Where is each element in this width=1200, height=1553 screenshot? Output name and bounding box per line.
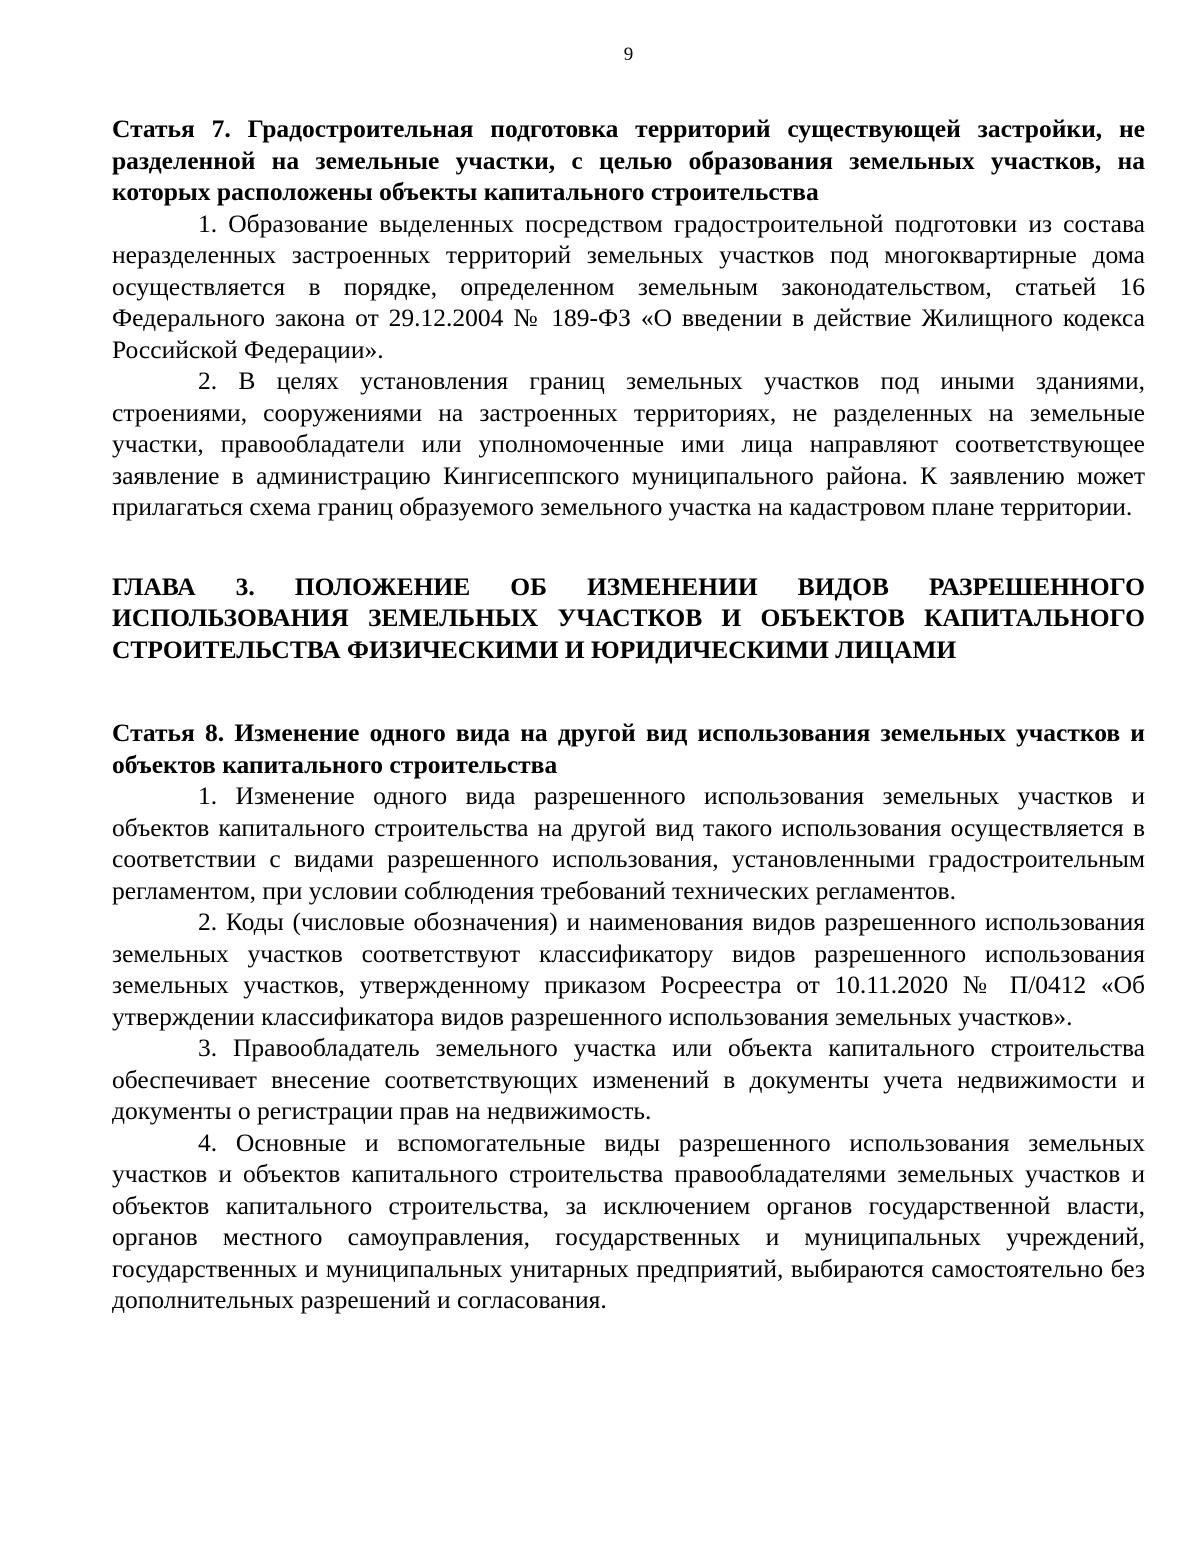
article-8 — [112, 717, 1145, 1316]
article-8-heading: Статья 8. Изменение одного вида на другой вид использования земельных участков и объектов капитального строительства — [112, 718, 1145, 779]
article-7-paragraph-2: 2. В целях установления границ земельных участков под иными зданиями, строениями, сооружениями на застроенных территориях, не разделенных на земельные участки, правообладатели или уполномоченные ими лица направляют соответствующее заявление в администрацию Кингисеппского муниципального района. К заявлению может прилагаться схема границ образуемого земельного участка на кадастровом плане территории. — [112, 366, 1145, 521]
article-8-paragraph-1: 1. Изменение одного вида разрешенного использования земельных участков и объектов капитального строительства на другой вид такого использования осуществляется в соответствии с видами разрешенного использования, установленными градостроительным регламентом, при условии соблюдения требований технических регламентов. — [112, 781, 1145, 905]
article-8-paragraph-2: 2. Коды (числовые обозначения) и наименования видов разрешенного использования земельных участков соответствуют классификатору видов разрешенного использования земельных участков, утвержденному приказом Росреестра от 10.11.2020 № П/0412 «Об утверждении классификатора видов разрешенного использования земельных участков». — [112, 907, 1145, 1031]
article-8-paragraph-4: 4. Основные и вспомогательные виды разрешенного использования земельных участков и объектов капитального строительства правообладателями земельных участков и объектов капитального строительства, за исключением органов государственной власти, органов местного самоуправления, государственных и муниципальных учреждений, государственных и муниципальных унитарных предприятий, выбираются самостоятельно без дополнительных разрешений и согласования. — [112, 1127, 1145, 1314]
chapter-3-heading: ГЛАВА 3. ПОЛОЖЕНИЕ ОБ ИЗМЕНЕНИИ ВИДОВ РАЗРЕШЕННОГО ИСПОЛЬЗОВАНИЯ ЗЕМЕЛЬНЫХ УЧАСТКОВ И ОБЪЕКТОВ КАПИТАЛЬНОГО СТРОИТЕЛЬСТВА ФИЗИЧЕСКИМИ И ЮРИДИЧЕСКИМИ ЛИЦАМИ — [112, 571, 1145, 664]
document-page — [112, 0, 1145, 1553]
article-7 — [112, 113, 1145, 523]
document-body — [112, 113, 1145, 1316]
page-number: 9 — [623, 44, 634, 65]
article-8-paragraph-3: 3. Правообладатель земельного участка или объекта капитального строительства обеспечивает внесение соответствующих изменений в документы учета недвижимости и документы о регистрации прав на недвижимость. — [112, 1033, 1145, 1125]
article-7-paragraph-1: 1. Образование выделенных посредством градостроительной подготовки из состава неразделенных застроенных территорий земельных участков под многоквартирные дома осуществляется в порядке, определенном земельным законодательством, статьей 16 Федерального закона от 29.12.2004 № 189-ФЗ «О введении в действие Жилищного кодекса Российской Федерации». — [112, 208, 1145, 364]
chapter-3 — [112, 571, 1145, 666]
article-7-heading: Статья 7. Градостроительная подготовка территорий существующей застройки, не разделенной на земельные участки, с целью образования земельных участков, на которых расположены объекты капитального строительства — [112, 114, 1145, 206]
